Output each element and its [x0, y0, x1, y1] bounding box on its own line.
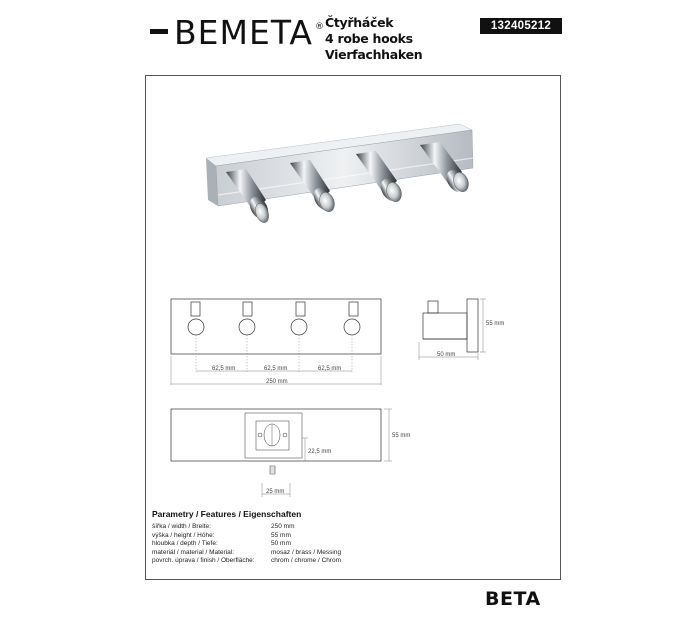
feature-value: 50 mm [271, 540, 291, 548]
product-name-de: Vierfachhaken [325, 47, 423, 62]
feature-row [152, 523, 341, 532]
feature-row [152, 557, 341, 566]
feature-value: 55 mm [271, 531, 291, 539]
features-table [152, 523, 341, 566]
feature-row [152, 532, 341, 541]
feature-value: chrom / chrome / Chrom [271, 557, 342, 565]
feature-key: povrch. úprava / finish / Oberfläche: [152, 557, 255, 565]
dim-total-width: 250 mm [266, 379, 288, 385]
front-hook-4 [344, 302, 360, 335]
front-hook-1 [188, 302, 204, 335]
mounting-view [171, 409, 392, 497]
dim-mount-height: 55 mm [392, 433, 411, 439]
dim-spacing-2: 62,5 mm [264, 366, 288, 372]
feature-value: 250 mm [271, 523, 295, 530]
front-view [171, 299, 381, 385]
product-code-badge: 132405212 [480, 18, 562, 34]
features-title: Parametry / Features / Eigenschaften [152, 509, 302, 519]
feature-key: šířka / width / Breite: [152, 523, 211, 530]
dim-spacing-1: 62,5 mm [212, 366, 236, 372]
series-name: BETA [485, 588, 541, 610]
dim-side-height: 55 mm [486, 321, 505, 327]
feature-row [152, 540, 341, 549]
product-name-cz: Čtyřháček [325, 15, 394, 30]
feature-key: materiál / material / Material: [152, 548, 234, 556]
dim-side-depth: 50 mm [437, 352, 456, 358]
product-name-en: 4 robe hooks [325, 31, 413, 46]
registered-mark: ® [314, 22, 325, 32]
feature-key: hloubka / depth / Tiefe: [152, 540, 218, 548]
front-hook-3 [291, 302, 307, 335]
dim-spacing-3: 62,5 mm [318, 366, 342, 372]
feature-key: výška / height / Höhe: [152, 531, 215, 539]
dim-mount-offset: 22,5 mm [308, 449, 332, 455]
dim-mount-width: 25 mm [266, 489, 285, 495]
brand-name: BEMETA ® [174, 13, 325, 52]
front-hook-2 [239, 302, 255, 335]
feature-value: mosaz / brass / Messing [271, 548, 342, 556]
product-photo [206, 124, 473, 224]
side-view [419, 299, 486, 360]
feature-row [152, 549, 341, 558]
